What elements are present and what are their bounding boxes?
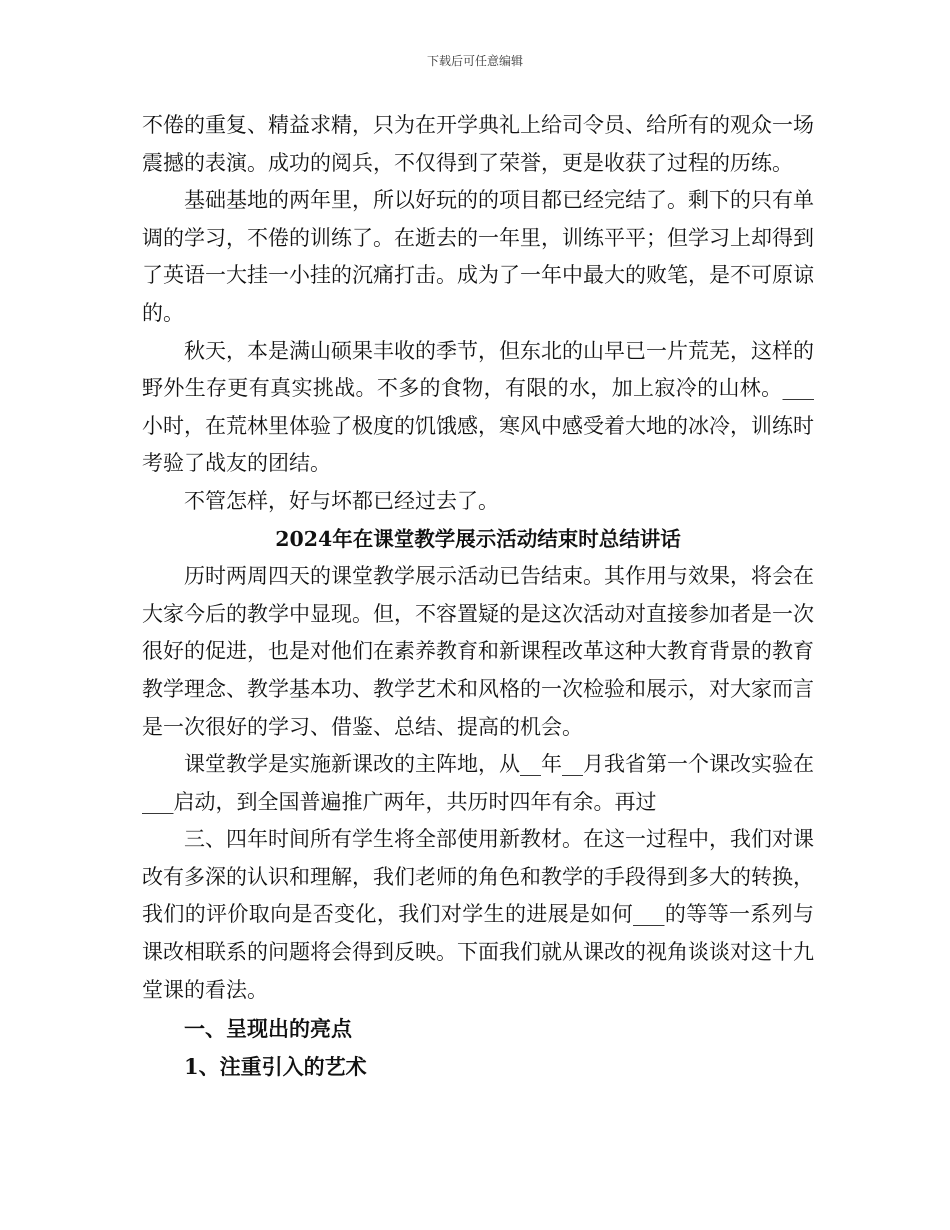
heading-highlights: 一、呈现出的亮点 [184,1016,352,1042]
paragraph: 基础基地的两年里，所以好玩的的项目都已经完结了。剩下的只有单调的学习，不倦的训练了。在逝去的一年里，训练平平；但学习上却得到了英语一大挂一小挂的沉痛打击。成为了一年中最大的败笔，是不可原谅的。 [142,188,814,325]
heading-introduction-art: 1、注重引入的艺术 [184,1053,367,1079]
document-body [142,107,814,1085]
section-title: 2024年在课堂教学展示活动结束时总结讲话 [275,526,681,551]
paragraph: 不管怎样，好与坏都已经过去了。 [184,488,499,513]
page-header: 下载后可任意编辑 [426,54,523,68]
paragraph: 不倦的重复、精益求精，只为在开学典礼上给司令员、给所有的观众一场震撼的表演。成功的阅兵，不仅得到了荣誉，更是收获了过程的历练。 [142,113,814,175]
paragraph: 秋天，本是满山硕果丰收的季节，但东北的山早已一片荒芜，这样的野外生存更有真实挑战。不多的食物，有限的水，加上寂冷的山林。___小时，在荒林里体验了极度的饥饿感，寒风中感受着大地的冰冷，训练时考验了战友的团结。 [142,338,814,476]
paragraph: 三、四年时间所有学生将全部使用新教材。在这一过程中，我们对课改有多深的认识和理解，我们老师的角色和教学的手段得到多大的转换，我们的评价取向是否变化，我们对学生的进展是如何___的等等一系列与课改相联系的问题将会得到反映。下面我们就从课改的视角谈谈对这十九堂课的看法。 [142,827,814,1002]
paragraph: 课堂教学是实施新课改的主阵地，从__年__月我省第一个课改实验在___启动，到全国普遍推广两年，共历时四年有余。再过 [142,752,814,814]
paragraph: 历时两周四天的课堂教学展示活动已告结束。其作用与效果，将会在大家今后的教学中显现。但，不容置疑的是这次活动对直接参加者是一次很好的促进，也是对他们在素养教育和新课程改革这种大教育背景的教育教学理念、教学基本功、教学艺术和风格的一次检验和展示，对大家而言是一次很好的学习、借鉴、总结、提高的机会。 [142,564,814,739]
